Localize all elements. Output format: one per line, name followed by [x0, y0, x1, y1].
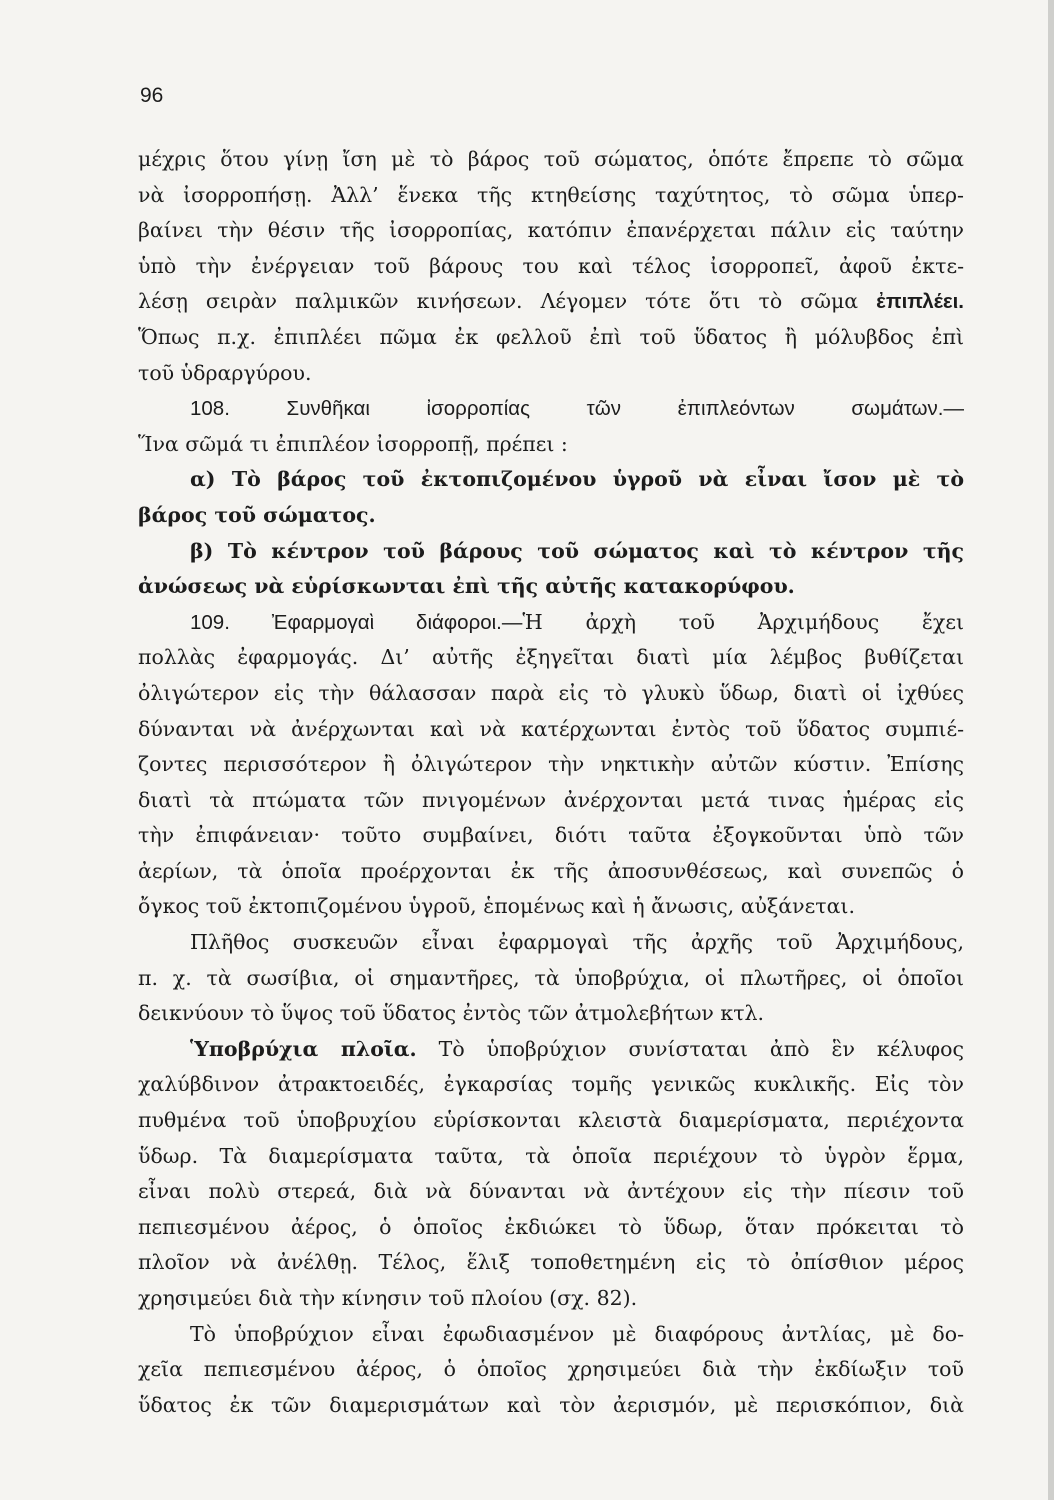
- text-line: χρησιμεύει διὰ τὴν κίνησιν τοῦ πλοίου (σχ. 82).: [138, 1286, 638, 1310]
- text-line: νὰ ἰσορροπήσῃ. Ἀλλ’ ἕνεκα τῆς κτηθείσης ταχύτητος, τὸ σῶμα ὑπερ-: [138, 182, 964, 207]
- section-heading-108: 108. Συνθῆκαι ἰσορροπίας τῶν ἐπιπλεόντων σωμάτων.—: [190, 397, 964, 421]
- section-heading-109: 109. Ἐφαρμογαὶ διάφοροι.—: [190, 610, 523, 634]
- text-line: ὕδατος ἐκ τῶν διαμερισμάτων καὶ τὸν ἀερισμόν, μὲ περισκόπιον, διὰ: [138, 1392, 964, 1417]
- text-line: χεῖα πεπιεσμένου ἀέρος, ὁ ὁποῖος χρησιμεύει διὰ τὴν ἐκδίωξιν τοῦ: [138, 1357, 964, 1382]
- text-line: τὴν ἐπιφάνειαν· τοῦτο συμβαίνει, διότι ταῦτα ἐξογκοῦνται ὑπὸ τῶν: [138, 823, 964, 848]
- condition-a-cont: βάρος τοῦ σώματος.: [138, 502, 376, 527]
- text-span: Τὸ ὑποβρύχιον συνίσταται ἀπὸ ἓν κέλυφος: [438, 1036, 964, 1061]
- text-line: πυθμένα τοῦ ὑποβρυχίου εὑρίσκονται κλειστὰ διαμερίσματα, περιέχοντα: [138, 1108, 964, 1133]
- text-line: ἀερίων, τὰ ὁποῖα προέρχονται ἐκ τῆς ἀποσυνθέσεως, καὶ συνεπῶς ὁ: [138, 858, 964, 883]
- text-line: Πλῆθος συσκευῶν εἶναι ἐφαρμογαὶ τῆς ἀρχῆς τοῦ Ἀρχιμήδους,: [190, 930, 964, 955]
- page-number: 96: [140, 84, 164, 107]
- text-span: Ἡ ἀρχὴ τοῦ Ἀρχιμήδους ἔχει: [522, 609, 965, 634]
- text-line: τοῦ ὑδραργύρου.: [138, 360, 312, 385]
- emphasized-term: ἐπιπλέει.: [876, 290, 964, 314]
- condition-b-cont: ἀνώσεως νὰ εὑρίσκωνται ἐπὶ τῆς αὐτῆς κατακορύφου.: [138, 574, 795, 599]
- text-line: πεπιεσμένου ἀέρος, ὁ ὁποῖος ἐκδιώκει τὸ ὕδωρ, ὅταν πρόκειται τὸ: [138, 1214, 964, 1239]
- text-line: πλοῖον νὰ ἀνέλθῃ. Τέλος, ἕλιξ τοποθετημένη εἰς τὸ ὀπίσθιον μέρος: [138, 1250, 964, 1275]
- condition-b: β) Τὸ κέντρον τοῦ βάρους τοῦ σώματος καὶ τὸ κέντρον τῆς: [190, 538, 964, 563]
- text-line: Ἵνα σῶμά τι ἐπιπλέον ἰσορροπῇ, πρέπει :: [138, 431, 568, 456]
- text-line: ὕδωρ. Τὰ διαμερίσματα ταῦτα, τὰ ὁποῖα περιέχουν τὸ ὑγρὸν ἕρμα,: [138, 1143, 964, 1168]
- text-line: π. χ. τὰ σωσίβια, οἱ σημαντῆρες, τὰ ὑποβρύχια, οἱ πλωτῆρες, οἱ ὁποῖοι: [138, 965, 964, 990]
- text-line: ὑπὸ τὴν ἐνέργειαν τοῦ βάρους του καὶ τέλος ἰσορροπεῖ, ἀφοῦ ἐκτε-: [138, 253, 964, 278]
- page-body: [138, 142, 964, 1423]
- text-line: Τὸ ὑποβρύχιον εἶναι ἐφωδιασμένον μὲ διαφόρους ἀντλίας, μὲ δο-: [190, 1321, 964, 1346]
- text-line: βαίνει τὴν θέσιν τῆς ἰσορροπίας, κατόπιν ἐπανέρχεται πάλιν εἰς ταύτην: [138, 218, 964, 243]
- text-line: ὀλιγώτερον εἰς τὴν θάλασσαν παρὰ εἰς τὸ γλυκὺ ὕδωρ, διατὶ οἱ ἰχθύες: [138, 680, 964, 705]
- subheading-submarines: Ὑποβρύχια πλοῖα.: [190, 1036, 417, 1061]
- text-line: δύνανται νὰ ἀνέρχωνται καὶ νὰ κατέρχωνται ἐντὸς τοῦ ὕδατος συμπιέ-: [138, 716, 964, 741]
- text-line: εἶναι πολὺ στερεά, διὰ νὰ δύνανται νὰ ἀντέχουν εἰς τὴν πίεσιν τοῦ: [138, 1179, 964, 1204]
- text-line: πολλὰς ἐφαρμογάς. Δι’ αὐτῆς ἐξηγεῖται διατὶ μία λέμβος βυθίζεται: [138, 645, 964, 670]
- condition-a: α) Τὸ βάρος τοῦ ἐκτοπιζομένου ὑγροῦ νὰ εἶναι ἴσον μὲ τὸ: [190, 467, 964, 492]
- text-line: διατὶ τὰ πτώματα τῶν πνιγομένων ἀνέρχονται μετά τινας ἡμέρας εἰς: [138, 787, 964, 812]
- text-line: ζοντες περισσότερον ἢ ὀλιγώτερον τὴν νηκτικὴν αὐτῶν κύστιν. Ἐπίσης: [138, 752, 964, 777]
- text-line: Ὅπως π.χ. ἐπιπλέει πῶμα ἐκ φελλοῦ ἐπὶ τοῦ ὕδατος ἢ μόλυβδος ἐπὶ: [138, 324, 964, 349]
- text-line: μέχρις ὅτου γίνῃ ἴση μὲ τὸ βάρος τοῦ σώματος, ὁπότε ἔπρεπε τὸ σῶμα: [138, 147, 964, 171]
- text-line: χαλύβδινον ἀτρακτοειδές, ἐγκαρσίας τομῆς γενικῶς κυκλικῆς. Εἰς τὸν: [138, 1072, 964, 1097]
- text-line: δεικνύουν τὸ ὕψος τοῦ ὕδατος ἐντὸς τῶν ἀτμολεβήτων κτλ.: [138, 1001, 765, 1026]
- text-line: [138, 605, 964, 641]
- text-line: [138, 1032, 964, 1068]
- text-line: [138, 284, 964, 320]
- text-line: ὄγκος τοῦ ἐκτοπιζομένου ὑγροῦ, ἑπομένως καὶ ἡ ἄνωσις, αὐξάνεται.: [138, 894, 855, 919]
- text-span: λέσῃ σειρὰν παλμικῶν κινήσεων. Λέγομεν τότε ὅτι τὸ σῶμα: [138, 289, 859, 314]
